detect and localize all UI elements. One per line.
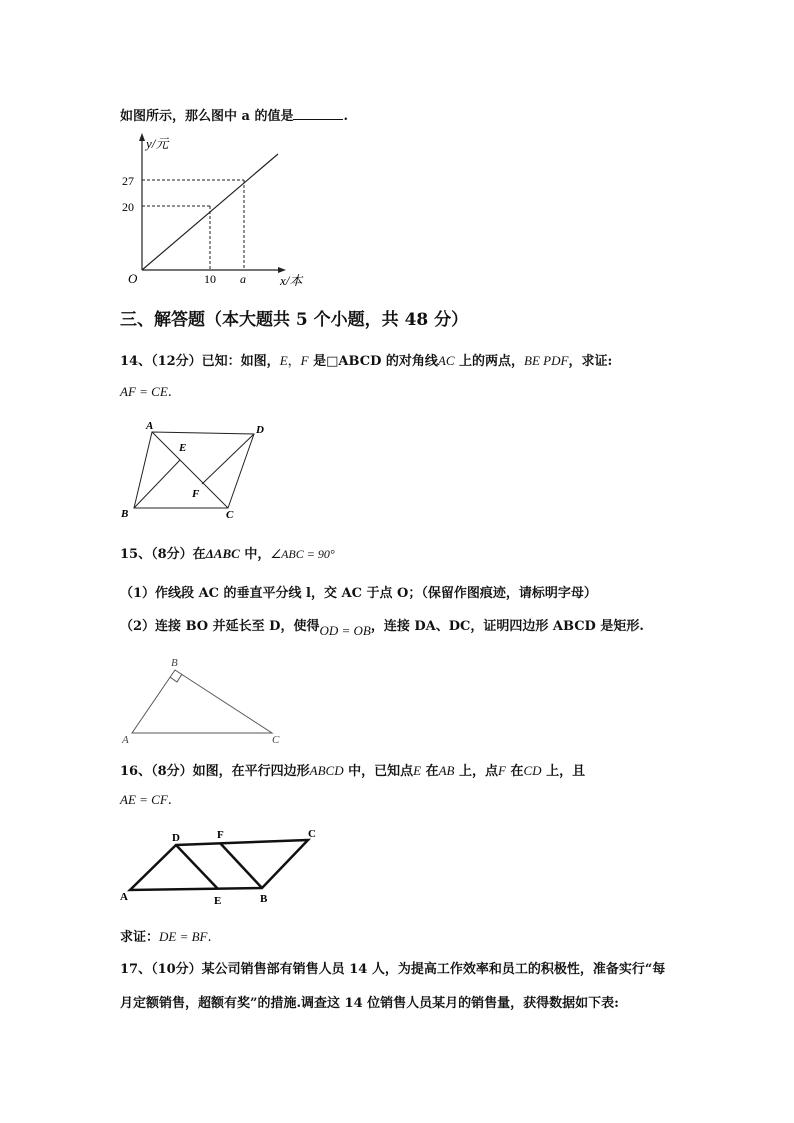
q16-label-E: E — [214, 895, 222, 907]
q14-line1 — [120, 350, 612, 369]
q14-mid2: 上的两点， — [454, 354, 525, 369]
q16-line2 — [120, 792, 172, 808]
q16-prove-end: . — [207, 930, 212, 945]
q16-label-B: B — [260, 893, 268, 905]
q14-label-D: D — [256, 424, 264, 436]
q16-text-e: 在 — [505, 764, 524, 779]
q14-parallelogram-figure — [118, 420, 278, 520]
q16-text-f: 上，且 — [541, 764, 586, 779]
q16-parallelogram — [130, 840, 308, 890]
q16-text-d: 上，点 — [454, 764, 499, 779]
q16-line1 — [120, 760, 585, 779]
q16-text-b: 中，已知点 — [343, 764, 414, 779]
q14-line2 — [120, 384, 172, 400]
q14-label-C: C — [226, 509, 234, 521]
q14-AC: AC — [437, 353, 455, 368]
q15-label-B: B — [171, 657, 178, 669]
q16-end: . — [167, 793, 172, 808]
q15-label-C: C — [272, 734, 280, 746]
q16-parallelogram-figure — [118, 825, 338, 910]
q16-segment-DE — [176, 845, 218, 889]
q14-intro: 14、（12分）已知：如图， — [120, 354, 280, 369]
q15-part2 — [120, 615, 644, 638]
q14-end: . — [167, 385, 172, 400]
q14-label-E: E — [179, 442, 187, 454]
q15-condition: ∠ABC = 90° — [270, 547, 335, 561]
q14-comma: ， — [287, 354, 301, 369]
y-tick-20: 20 — [122, 200, 134, 214]
x-axis-label: x/本 — [280, 273, 303, 288]
q14-F: F — [300, 353, 309, 368]
q15-mid: 中， — [239, 547, 271, 562]
section-heading: 三、解答题（本大题共 5 个小题，共 48 分） — [120, 310, 469, 330]
q15-triangle: ΔABC — [205, 546, 240, 561]
y-axis-label: y/元 — [146, 136, 169, 151]
q14-mid: 是□ABCD 的对角线 — [308, 354, 438, 369]
y-tick-27: 27 — [122, 174, 134, 188]
q16-F: F — [498, 763, 506, 778]
q14-label-B: B — [121, 508, 129, 520]
q15-triangle-figure — [120, 655, 290, 745]
q16-text-c: 在 — [421, 764, 439, 779]
intro-text: 如图所示，那么图中 a 的值是 — [120, 109, 294, 124]
q15-part2-end: ，连接 DA、DC，证明四边形 ABCD 是矩形. — [370, 619, 644, 634]
intro-line — [120, 105, 348, 124]
y-axis-arrow — [139, 133, 145, 141]
q14-label-F: F — [192, 488, 200, 500]
x-tick-10: 10 — [204, 272, 216, 286]
q15-triangle — [132, 670, 272, 733]
q16-E: E — [413, 763, 422, 778]
q16-label-C: C — [308, 828, 316, 840]
q15-part1: （1）作线段 AC 的垂直平分线 l，交 AC 于点 O；（保留作图痕迹，请标明字母） — [120, 586, 597, 601]
q17-line2: 月定额销售，超额有奖”的措施.调查这 14 位销售人员某月的销售量，获得数据如下表: — [120, 996, 619, 1011]
origin-label: O — [128, 271, 138, 286]
q14-E: E — [279, 353, 288, 368]
q14-segment-DF — [202, 434, 254, 484]
q16-label-A: A — [120, 891, 128, 903]
intro-end: . — [343, 109, 349, 124]
q16-label-D: D — [172, 832, 180, 844]
q15-part2-start: （2）连接 BO 并延长至 D，使得 — [120, 619, 320, 634]
q16-CD: CD — [523, 763, 542, 778]
q15-line1 — [120, 543, 335, 562]
q15-intro: 15、（8分）在 — [120, 547, 206, 562]
q16-condition: AE = CF — [120, 792, 168, 807]
q15-label-A: A — [122, 734, 129, 746]
q16-prove-label: 求证： — [120, 930, 160, 945]
linear-graph — [120, 130, 320, 290]
q14-condition: BE PDF — [524, 353, 569, 368]
q14-segment-BE — [134, 460, 180, 508]
q16-segment-FB — [220, 843, 262, 888]
q15-part2-condition: OD = OB — [319, 623, 371, 638]
q16-intro: 16、（8分）如图，在平行四边形 — [120, 764, 310, 779]
q16-prove: DE = BF — [159, 929, 208, 944]
q14-label-A: A — [146, 420, 154, 432]
q16-ABCD: ABCD — [309, 763, 344, 778]
q17-line1: 17、（10分）某公司销售部有销售人员 14 人，为提高工作效率和员工的积极性，准备实行“每 — [120, 962, 666, 977]
q14-tail: ，求证: — [568, 354, 613, 369]
q16-label-F: F — [217, 829, 224, 841]
q16-AB: AB — [438, 763, 455, 778]
q14-prove: AF = CE — [120, 384, 168, 399]
x-tick-a: a — [240, 272, 246, 286]
q16-prove-line — [120, 926, 212, 945]
answer-blank — [293, 107, 343, 120]
